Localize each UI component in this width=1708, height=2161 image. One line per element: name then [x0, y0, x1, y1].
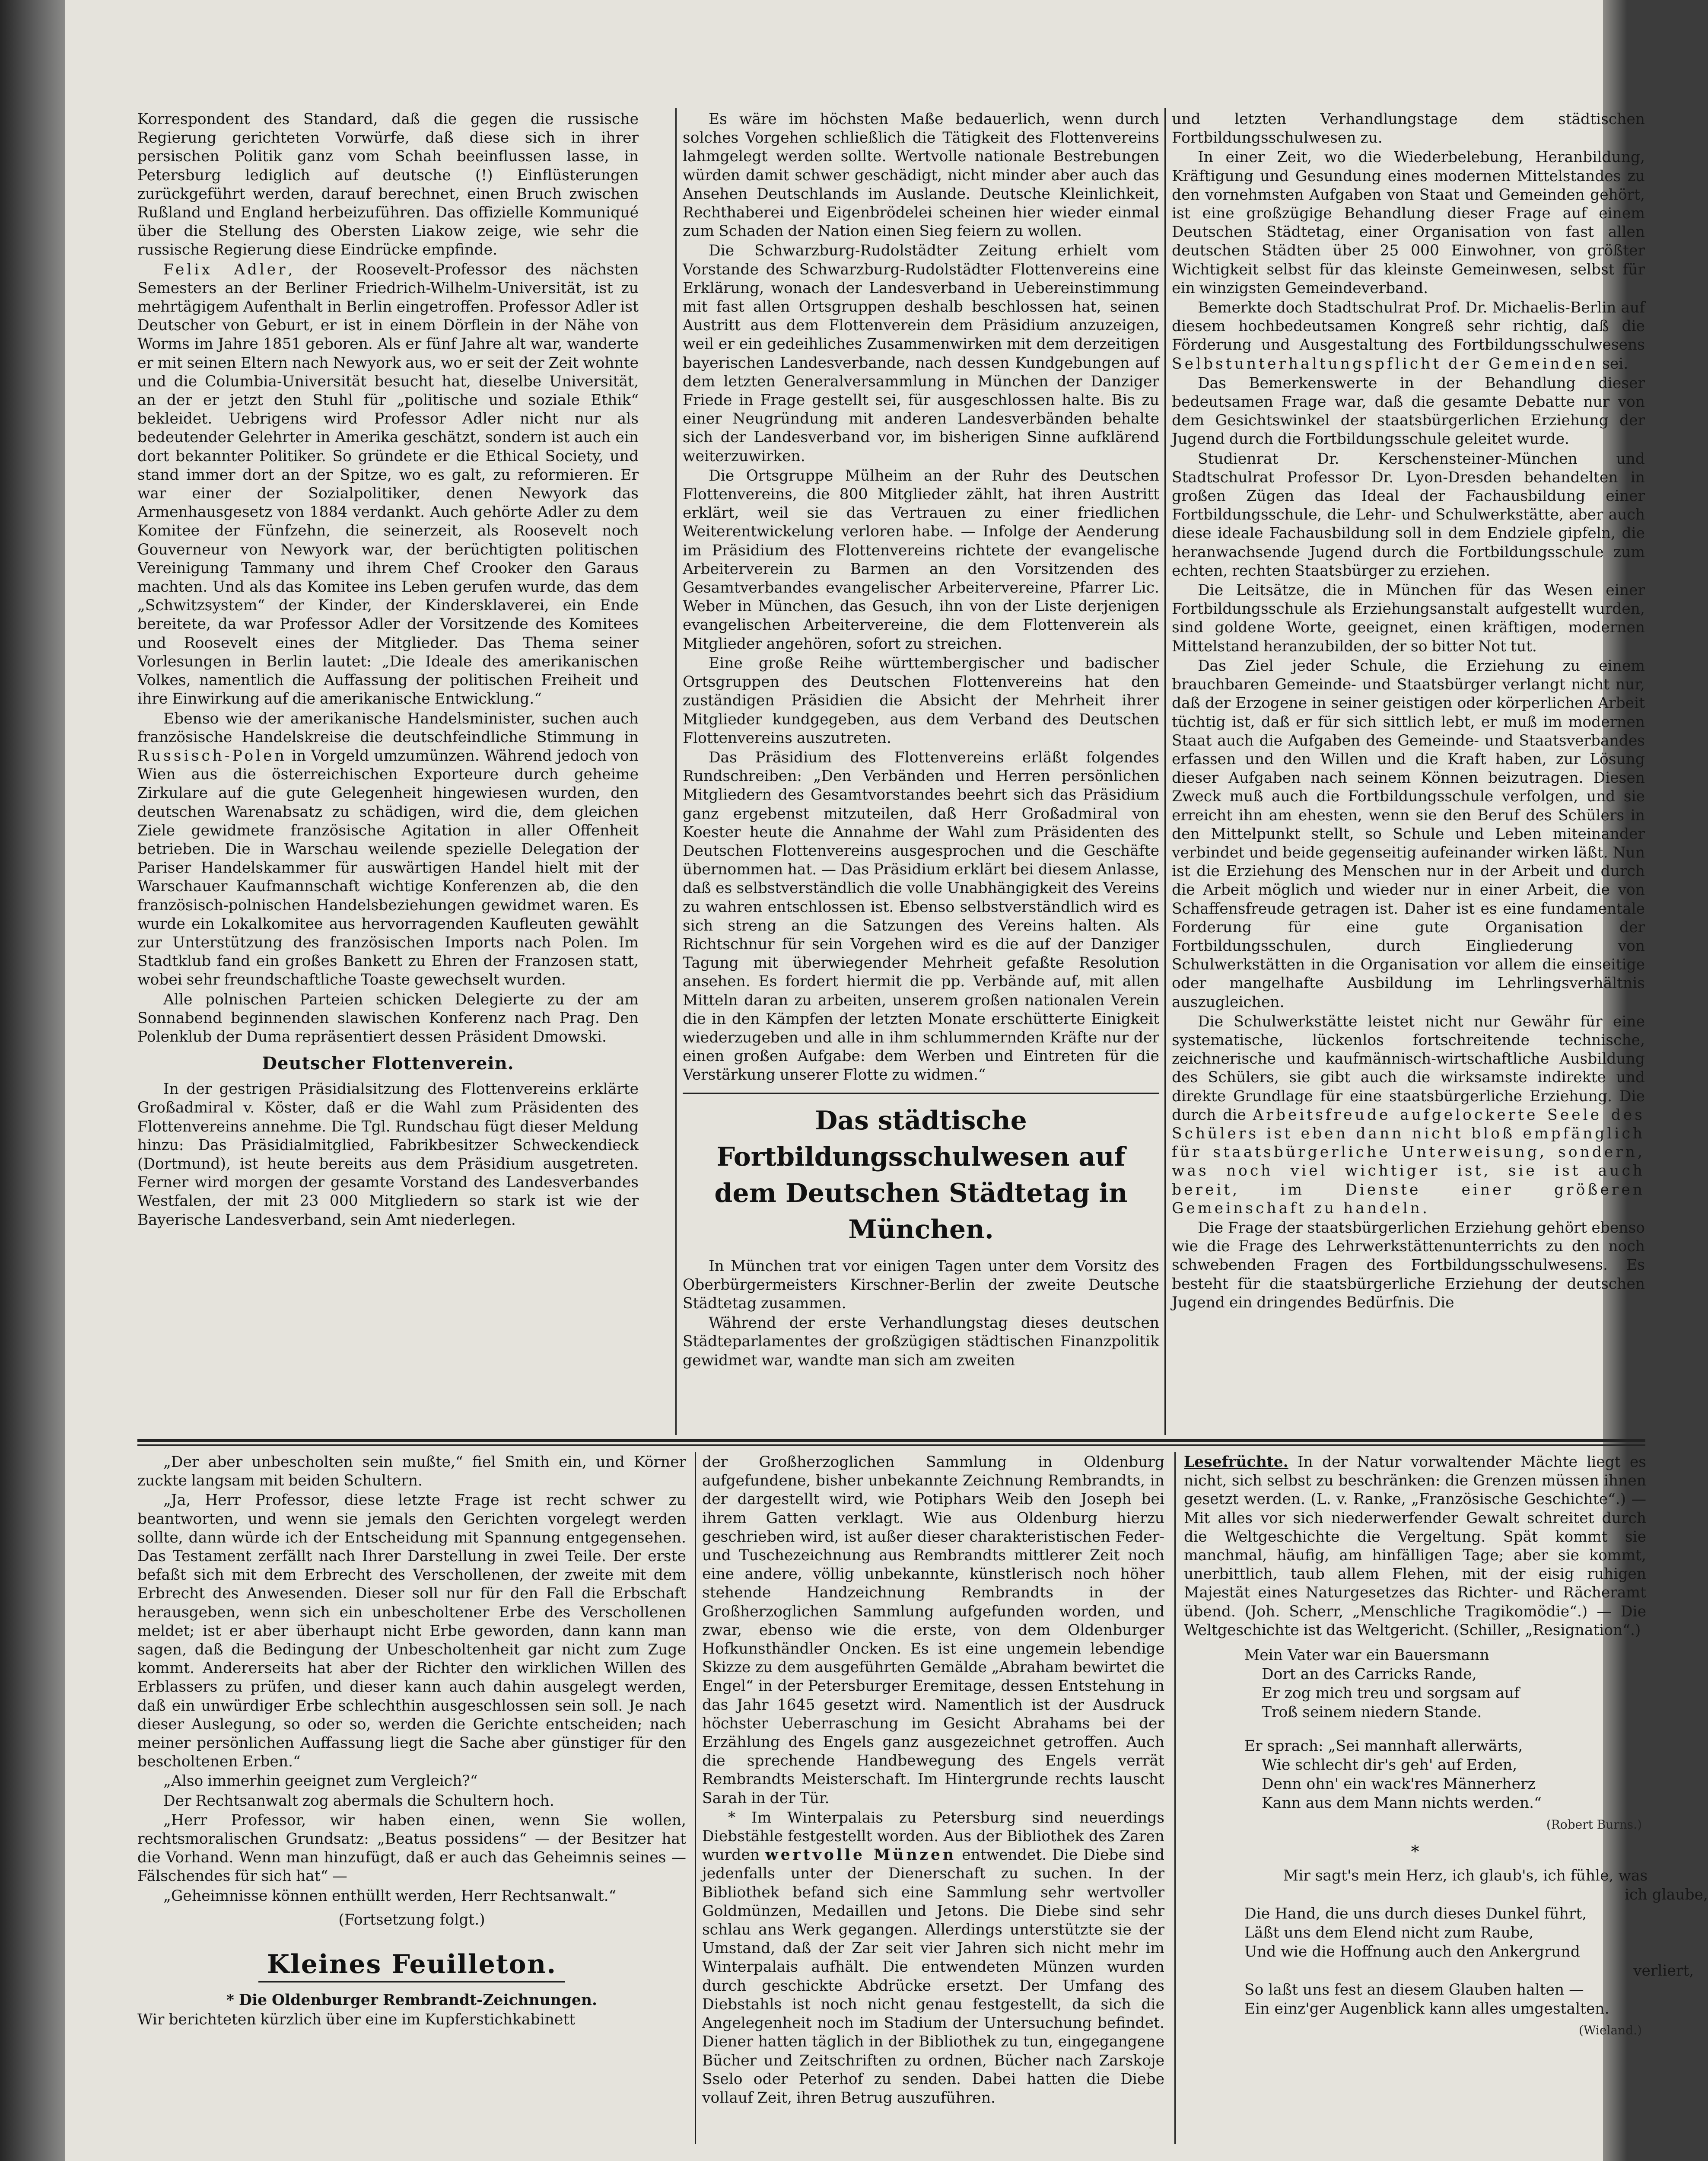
- paragraph-text: , der Roosevelt-Professor des nächsten Semesters an der Berliner Friedrich-Wilhelm-Universität, ist zu mehrtägigem Aufenthalt in Berlin eingetroffen. Professor Adler ist Deutscher von Geburt, er ist in einem Dörflein in der Nähe von Worms im Jahre 1851 geboren. Als er fünf Jahre alt war, wanderte er mit seinen Eltern nach Newyork aus, wo er seit der Zeit wohnte und die Columbia-Universität besucht hat, dieselbe Universität, an der er jetzt den Stuhl für „politische und soziale Ethik“ bekleidet. Uebrigens wird Professor Adler nicht nur als bedeutender Gelehrter in Amerika geschätzt, sondern ist auch ein dort bekannter Politiker. So gründete er die Ethical Society, und stand immer dort an der Spitze, wo es galt, zu reformieren. Er war einer der Sozialpolitiker, denen Newyork das Armenhausgesetz von 1884 verdankt. Auch gehörte Adler zu dem Komitee der Fünfzehn, die seinerzeit, als Roosevelt noch Gouverneur von Newyork war, der berüchtigten politischen Vereinigung Tammany und ihrem Chef Crooker den Garaus machten. Und als das Komitee ins Leben gerufen wurde, das dem „Schwitzsystem“ der Kinder, der Kindersklaverei, ein Ende bereitete, da war Professor Adler der Vorsitzende des Komitees und Roosevelt eines der Mitglieder. Das Thema seiner Vorlesungen in Berlin lautet: „Die Ideale des amerikanischen Volkes, namentlich die Auffassung der politischen Freiheit und ihre Einwirkung auf die amerikanische Entwicklung.“: [137, 261, 639, 708]
- column-rule: [675, 108, 677, 1435]
- separator-star: *: [1411, 1842, 1419, 1861]
- paragraph: Es wäre im höchsten Maße bedauerlich, wenn durch solches Vorgehen schließlich die Tätigkeit des Flottenvereins lahmgelegt werden sollte. Wertvolle nationale Bestrebungen würden damit schwer geschädigt, nicht minder aber auch das Ansehen Deutschlands im Auslande. Deutsche Kleinlichkeit, Rechthaberei und Eigenbrödelei scheinen hier wieder einmal zum Schaden der Nation einen Sieg feiern zu wollen.: [683, 111, 1159, 240]
- paragraph-text: sei.: [1598, 355, 1628, 373]
- paragraph: Studienrat Dr. Kerschensteiner-München und Stadtschulrat Professor Dr. Lyon-Dresden behandelten in großen Zügen das Ideal der Fachausbildung einer Fortbildungsschule, die Lehr- und Schulwerkstätte, aber auch diese ideale Fachausbildung soll in dem Endziele gipfeln, die heranwachsende Jugend durch die Fortbildungsschule zum echten, rechten Staatsbürger zu erziehen.: [1172, 450, 1645, 580]
- poem-line: Mein Vater war ein Bauersmann: [1244, 1647, 1489, 1664]
- feuilleton-heading-text: Kleines Feuilleton.: [258, 1949, 565, 1983]
- continuation-note: (Fortsetzung folgt.): [338, 1911, 485, 1928]
- article-headline: Das städtische Fortbildungsschulwesen auf dem Deutschen Städtetag in München.: [714, 1105, 1128, 1245]
- paragraph: „Der aber unbescholten sein mußte,“ fiel Smith ein, und Körner zuckte langsam mit beiden Schultern.: [137, 1453, 686, 1490]
- paragraph: Eine große Reihe württembergischer und badischer Ortsgruppen des Deutschen Flottenvereins hat den zuständigen Präsidien die Absicht der Mehrheit ihrer Mitglieder kundgegeben, aus dem Verband des Deutschen Flottenvereins auszutreten.: [683, 654, 1159, 747]
- paragraph: Während der erste Verhandlungstag dieses deutschen Städteparlamentes der großzügigen städtischen Finanzpolitik gewidmet war, wandte man sich am zweiten: [683, 1314, 1159, 1369]
- paragraph: Alle polnischen Parteien schicken Delegierte zu der am Sonnabend beginnenden slawischen Konferenz nach Prag. Den Polenklub der Duma repräsentiert dessen Präsident Dmowski.: [137, 991, 639, 1045]
- poem-line: Troß seinem niedern Stande.: [1262, 1704, 1482, 1721]
- news-column-3: [1172, 110, 1645, 1433]
- paragraph-text: in Vorgeld umzumünzen. Während jedoch von Wien aus die österreichischen Exporteure durch geheime Zirkulare auf die gute Gelegenheit hingewiesen wurden, den deutschen Warenabsatz zu schädigen, wird die, dem gleichen Ziele gewidmete französische Agitation in aller Offenheit betrieben. Die in Warschau weilende spezielle Delegation der Pariser Handelskammer für auswärtigen Handel hielt mit der Warschauer Kaufmannschaft wichtige Konferenzen ab, die den französisch-polnischen Handelsbeziehungen gewidmet waren. Es wurde ein Lokalkomitee aus hervorragenden Kaufleuten gewählt zur Unterstützung des französischen Imports nach Polen. Im Stadtklub fand ein großes Bankett zu Ehren der Franzosen statt, wobei sehr freundschaftliche Toaste gewechselt wurden.: [137, 747, 639, 989]
- feuilleton-column-3: [1184, 1453, 1708, 2145]
- paragraph: [1172, 1013, 1645, 1218]
- poem-burns: [1184, 1646, 1646, 1813]
- paragraph: In einer Zeit, wo die Wiederbelebung, Heranbildung, Kräftigung und Gesundung eines modernen Mittelstandes zu den vornehmsten Aufgaben von Staat und Gemeinden gehört, ist eine großzügige Behandlung dieser Frage auf einem Deutschen Städtetag, einer Organisation von fast allen deutschen Städten über 25 000 Einwohner, von größter Wichtigkeit selbst für das kleinste Gemeinwesen, selbst für ein winzigsten Gemeindeverband.: [1172, 149, 1645, 297]
- paragraph-text: Ebenso wie der amerikanische Handelsminister, suchen auch französische Handelskreise die deutschfeindliche Stimmung in: [137, 710, 639, 746]
- section-heading: Deutscher Flottenverein.: [262, 1053, 514, 1074]
- paragraph: Das Präsidium des Flottenvereins erläßt folgendes Rundschreiben: „Den Verbänden und Herren persönlichen Mitgliedern des Gesamtvorstandes beehrt sich das Präsidium ganz ergebenst mitzuteilen, daß Herr Großadmiral von Koester heute die Annahme der Wahl zum Präsidenten des Deutschen Flottenvereins ausgesprochen und die Geschäfte übernommen hat. — Das Präsidium erklärt bei diesem Anlasse, daß es selbstverständlich die volle Unabhängigkeit des Vereins zu wahren entschlossen ist. Ebenso selbstverständlich wird es sich streng an die Satzungen des Vereins halten. Als Richtschnur für sein Vorgehen wird es die auf der Danziger Tagung mit überwiegender Mehrheit gefaßte Resolution ansehen. Es fordert hiermit die pp. Verbände auf, mit allen Mitteln daran zu arbeiten, unserem großen nationalen Verein die in den Kämpfen der letzten Monate erschütterte Einigkeit wiederzugeben und alle in ihm schlummernden Kräfte nur der einen großen Aufgabe: dem Werben und Eintreten für die Verstärkung unserer Flotte zu widmen.“: [683, 749, 1159, 1084]
- poem-line: verliert,: [1633, 1962, 1694, 1980]
- newspaper-page: [65, 0, 1708, 2161]
- paragraph: „Also immerhin geeignet zum Vergleich?“: [163, 1772, 478, 1790]
- feuilleton-heading: [137, 1948, 686, 1981]
- paragraph-text: .: [1422, 1199, 1427, 1217]
- column-rule: [1164, 108, 1166, 1435]
- paragraph: Das Ziel jeder Schule, die Erziehung zu einem brauchbaren Gemeinde- und Staatsbürger verlangt nicht nur, daß der Erzogene in seiner geistigen oder körperlichen Arbeit tüchtig ist, daß er für sich sittlich lebt, er muß im modernen Staat auch die Aufgaben des Gemeinde- und Staatsverbandes erfassen und den Willen und die Kraft haben, zur Lösung dieser Aufgaben nach seinem Können beizutragen. Diesen Zweck muß auch die Fortbildungsschule verfolgen, und sie erreicht ihn am ehesten, wenn sie den Beruf des Schülers in den Mittelpunkt stellt, so Schule und Leben miteinander verbindet und beide gegenseitig aufeinander wirken läßt. Nun ist die Erziehung des Menschen nur in der Arbeit und durch die Arbeit möglich und wieder nur in einer Arbeit, die von Schaffensfreude getragen ist. Daher ist es eine fundamentale Forderung für eine gute Organisation der Fortbildungsschulen, durch Eingliederung von Schulwerkstätten in die Organisation vor allem die einseitige oder mangelhafte Ausbildung im Lehrlingsverhältnis auszugleichen.: [1172, 657, 1645, 1011]
- paragraph: Die Leitsätze, die in München für das Wesen einer Fortbildungsschule als Erziehungsanstalt aufgestellt wurden, sind goldene Worte, geeignet, einen kräftigen, modernen Mittelstand heranzubilden, der so bitter Not tut.: [1172, 582, 1645, 655]
- paragraph: [137, 710, 639, 990]
- poem-attribution: (Robert Burns.): [1546, 1817, 1642, 1832]
- paragraph-text: Bemerkte doch Stadtschulrat Prof. Dr. Michaelis-Berlin auf diesem hochbedeutsamen Kongreß sehr richtig, daß die Förderung und Ausgestaltung des Fortbildungsschulwesens: [1172, 299, 1645, 354]
- item-heading: * Die Oldenburger Rembrandt-Zeichnungen.: [226, 1991, 597, 2009]
- poem-line: Er sprach: „Sei mannhaft allerwärts,: [1244, 1737, 1523, 1755]
- poem-line: So laßt uns fest an diesem Glauben halten —: [1244, 1981, 1584, 1999]
- emphasis: Selbstunterhaltungspflicht der Gemeinden: [1172, 355, 1598, 373]
- poem-wieland: [1184, 1866, 1708, 2018]
- paragraph: Das Bemerkenswerte in der Behandlung dieser bedeutsamen Frage war, daß die gesamte Debatte nur von dem Gesichtswinkel der staatsbürgerlichen Erziehung der Jugend durch die Fortbildungsschule geleitet wurde.: [1172, 374, 1645, 448]
- paragraph: [137, 261, 639, 709]
- poem-line: Wie schlecht dir's geh' auf Erden,: [1262, 1756, 1517, 1774]
- poem-line: Dort an des Carricks Rande,: [1262, 1666, 1477, 1683]
- column-rule: [695, 1452, 696, 2144]
- paragraph: der Großherzoglichen Sammlung in Oldenburg aufgefundene, bisher unbekannte Zeichnung Rembrandts, in der dargestellt wird, wie Potiphars Weib den Joseph bei ihrem Gatten verklagt. Wie aus Oldenburg hierzu geschrieben wird, ist außer dieser charakteristischen Feder- und Tuschezeichnung aus Rembrandts mittlerer Zeit noch eine andere, völlig unbekannte, künstlerisch noch höher stehende Handzeichnung Rembrandts in der Großherzoglichen Sammlung aufgefunden worden, und zwar, ebenso wie die erste, von dem Oldenburger Hofkunsthändler Oncken. Es ist eine ungemein lebendige Skizze zu dem ausgeführten Gemälde „Abraham bewirtet die Engel“ in der Petersburger Eremitage, dessen Entstehung in das Jahr 1645 gesetzt wird. Namentlich ist der Ausdruck höchster Ueberraschung im Gesicht Abrahams bei der Erzählung des Engels ganz ausgezeichnet getroffen. Auch die sprechende Handbewegung des Engels verrät Rembrandts Meisterschaft. Im Hintergrunde rechts lauscht Sarah in der Tür.: [702, 1453, 1164, 1807]
- person-name: Felix Adler: [163, 261, 288, 278]
- place-name: Russisch-Polen: [137, 747, 287, 765]
- emphasis: wertvolle Münzen: [765, 1846, 957, 1864]
- paragraph: In der gestrigen Präsidialsitzung des Flottenvereins erklärte Großadmiral v. Köster, daß er die Wahl zum Präsidenten des Flottenvereins annehme. Die Tgl. Rundschau fügt dieser Meldung hinzu: Das Präsidialmitglied, Fabrikbesitzer Schweckendieck (Dortmund), ist heute bereits aus dem Präsidium ausgetreten. Ferner wird morgen der gesamte Vorstand des Landesverbandes Westfalen, der mit 23 000 Mitgliedern so stark ist wie der Bayerische Landesverband, sein Amt niederlegen.: [137, 1080, 639, 1229]
- poem-line: Die Hand, die uns durch dieses Dunkel führt,: [1244, 1905, 1587, 1923]
- poem-line: Läßt uns dem Elend nicht zum Raube,: [1244, 1924, 1534, 1942]
- paragraph: „Geheimnisse können enthüllt werden, Herr Rechtsanwalt.“: [163, 1887, 617, 1905]
- poem-line: Er zog mich treu und sorgsam auf: [1262, 1685, 1520, 1702]
- paragraph: In München trat vor einigen Tagen unter dem Vorsitz des Oberbürgermeisters Kirschner-Berlin der zweite Deutsche Städtetag zusammen.: [683, 1257, 1159, 1312]
- item-heading: Lesefrüchte.: [1184, 1453, 1288, 1471]
- paragraph: [1172, 299, 1645, 373]
- paragraph: Die Ortsgruppe Mülheim an der Ruhr des Deutschen Flottenvereins, die 800 Mitglieder zählt, hat ihren Austritt erklärt, weil sie das Vertrauen zu einer friedlichen Weiterentwickelung verloren habe. — Infolge der Aenderung im Präsidium des Flottenvereins richtete der evangelische Arbeiterverein zu Barmen an den Vorsitzenden des Gesamtverbandes evangelischer Arbeitervereine, Pfarrer Lic. Weber in München, das Gesuch, ihn von der Liste derjenigen evangelischen Arbeitervereine, die dem Flottenverein als Mitglieder angehören, sofort zu streichen.: [683, 467, 1159, 653]
- paragraph-text: * Im Winterpalais zu Petersburg sind neuerdings Diebstähle festgestellt worden. Aus der Bibliothek des Zaren wurden: [702, 1809, 1164, 1864]
- paragraph: Die Frage der staatsbürgerlichen Erziehung gehört ebenso wie die Frage des Lehrwerkstättenunterrichts zu den noch schwebenden Fragen des Fortbildungsschulwesens. Es besteht für die staatsbürgerliche Erziehung der deutschen Jugend ein dringendes Bedürfnis. Die: [1172, 1219, 1645, 1311]
- paragraph: [137, 1991, 686, 2010]
- feuilleton-section: [65, 1448, 1708, 2161]
- paragraph: „Ja, Herr Professor, diese letzte Frage ist recht schwer zu beantworten, und wenn sie jemals den Gerichten vorgelegt werden sollte, dann würde ich der Entscheidung mit Spannung entgegensehen. Das Testament zerfällt nach Ihrer Darstellung in zwei Teile. Der erste befaßt sich mit dem Erbrecht des Verschollenen, der zweite mit dem Erbrecht des Anwesenden. Dieser soll nur für den Fall die Erbschaft herausgeben, wenn sich ein unbescholtener Erbe des Verschollenen meldet; ist er aber überhaupt nicht Erbe geworden, dann kann man sagen, daß die Bedingung der Unbescholtenheit gar nicht zum Zuge kommt. Andererseits hat aber der Richter den wirklichen Willen des Erblassers zu prüfen, und dieser kann auch dahin ausgelegt werden, daß ein unwürdiger Erbe schlechthin ausgeschlossen sein soll. Je nach dieser Auslegung, so oder so, werden die Gerichte entscheiden; nach meiner persönlichen Auffassung liegt die Sache aber günstiger für den bescholtenen Erben.“: [137, 1492, 686, 1771]
- poem-line: ich glaube,: [1625, 1886, 1708, 1904]
- feuilleton-column-1: [137, 1453, 686, 2145]
- stanza-gap: [1184, 1722, 1646, 1737]
- news-column-2: [683, 110, 1159, 1433]
- paragraph-text: In der Natur vorwaltender Mächte liegt es nicht, sich selbst zu beschränken: die Grenzen müssen ihnen gesetzt werden. (L. v. Ranke, „Französische Geschichte“.) — Mit alles vor sich niederwerfender Gewalt schreitet durch die Weltgeschichte die Vergeltung. Spät kommt sie manchmal, häufig, am hinfälligen Tage; aber sie kommt, unerbittlich, taub allem Flehen, mit der eisig ruhigen Majestät eines Naturgesetzes das Richter- und Rächeramt übend. (Joh. Scherr, „Menschliche Tragikomödie“.) — Die Weltgeschichte ist das Weltgericht. (Schiller, „Resignation“.): [1184, 1453, 1646, 1639]
- paragraph: und letzten Verhandlungstage dem städtischen Fortbildungsschulwesen zu.: [1172, 111, 1645, 147]
- poem-attribution: (Wieland.): [1578, 2023, 1642, 2038]
- poem-line: Denn ohn' ein wack'res Männerherz: [1262, 1775, 1536, 1793]
- article-divider: [683, 1093, 1159, 1094]
- column-rule: [1174, 1452, 1176, 2144]
- paragraph-text: Die Schulwerkstätte leistet nicht nur Gewähr für eine systematische, lückenlos fortschreitende technische, zeichnerische und kaufmännisch-wirtschaftliche Ausbildung des Schülers, sie gibt auch die wirksamste indirekte und direkte Grundlage für eine staatsbürgerliche Erziehung. Die durch die: [1172, 1013, 1645, 1124]
- feuilleton-column-2: [702, 1453, 1164, 2145]
- news-section: [65, 0, 1645, 1437]
- poem-line: Und wie die Hoffnung auch den Ankergrund: [1244, 1943, 1580, 1961]
- feuilleton-divider-thin: [137, 1444, 1645, 1446]
- emphasis: Arbeitsfreude aufgelockerte Seele des Schülers ist eben dann nicht bloß empfänglich für staatsbürgerliche Unterweisung, sondern, was noch viel wichtiger ist, sie ist auch bereit, im Dienste einer größeren Gemeinschaft zu handeln: [1172, 1106, 1645, 1217]
- paragraph: Der Rechtsanwalt zog abermals die Schultern hoch.: [163, 1792, 554, 1810]
- news-column-1: [137, 110, 639, 1433]
- book-spine-shadow: [0, 0, 65, 2161]
- paragraph: Wir berichteten kürzlich über eine im Kupferstichkabinett: [137, 2011, 576, 2029]
- paragraph-text: entwendet. Die Diebe sind jedenfalls unter der Dienerschaft zu suchen. In der Bibliothek befand sich eine Sammlung sehr wertvoller Goldmünzen, Medaillen und Jetons. Die Diebe sind sehr schlau ans Werk gegangen. Allerdings unterstützte sie der Umstand, daß der Zar seit vier Jahren sich nicht mehr im Winterpalais aufhält. Die entwendeten Münzen wurden durch geschickte Abdrücke ersetzt. Der Umfang des Diebstahls ist noch nicht genau festgestellt, da sich die Angelegenheit noch im Stadium der Untersuchung befindet. Diener hatten täglich in der Bibliothek zu tun, eingegangene Bücher und Zeitschriften zu ordnen, Bücher nach Zarskoje Sselo oder Peterhof zu senden. Dabei hatten die Diebe vollauf Zeit, ihren Betrug auszuführen.: [702, 1846, 1164, 2107]
- paragraph: [1184, 1453, 1646, 1640]
- paragraph: „Herr Professor, wir haben einen, wenn Sie wollen, rechtsmoralischen Grundsatz: „Beatus possidens“ — der Besitzer hat die Vorhand. Wenn man hinzufügt, daß er auch das Geheimnis seines — Fälschendes für sich hat“ —: [137, 1811, 686, 1885]
- paragraph: Korrespondent des Standard, daß die gegen die russische Regierung gerichteten Vorwürfe, daß diese sich in ihrer persischen Politik ganz vom Schah beeinflussen lasse, in Petersburg lediglich auf deutsche (!) Einflüsterungen zurückgeführt werden, darauf berechnet, einen Bruch zwischen Rußland und England herbeizuführen. Das offizielle Kommuniqué über die Stellung des Obersten Liakow zeige, wie sehr die russische Regierung diese Eindrücke empfinde.: [137, 111, 639, 259]
- poem-line: Ein einz'ger Augenblick kann alles umgestalten.: [1244, 2000, 1609, 2018]
- feuilleton-divider: [137, 1439, 1645, 1442]
- paragraph: [702, 1809, 1164, 2107]
- poem-line: Mir sagt's mein Herz, ich glaub's, ich fühle, was: [1283, 1867, 1648, 1885]
- paragraph: Die Schwarzburg-Rudolstädter Zeitung erhielt vom Vorstande des Schwarzburg-Rudolstädter Flottenvereins eine Erklärung, wonach der Landesverband in Uebereinstimmung mit fast allen Ortsgruppen deshalb beschlossen hat, seinen Austritt aus dem Flottenverein dem Präsidium anzuzeigen, weil er ein gedeihliches Zusammenwirken mit dem derzeitigen bayerischen Landesverbande, nach dessen Kundgebungen auf dem letzten Generalversammlung in München der Danziger Friede in Frage gestellt sei, für ausgeschlossen halte. Bis zu einer Neugründung mit anderen Landesverbänden behalte sich der Landesverband vor, im bisherigen Sinne aufklärend weiterzuwirken.: [683, 242, 1159, 465]
- poem-line: Kann aus dem Mann nichts werden.“: [1262, 1794, 1542, 1812]
